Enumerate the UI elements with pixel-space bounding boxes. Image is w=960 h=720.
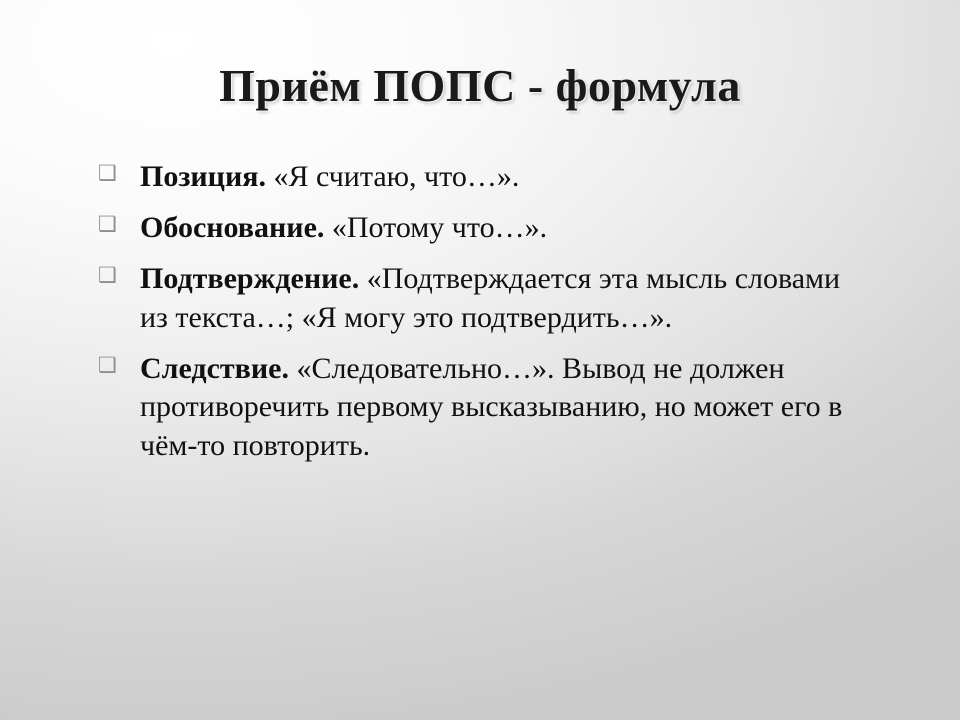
- bullet-list: [60, 158, 900, 466]
- list-item-text: «Подтверждается эта мысль словами из текста…; «Я могу это подтвердить…».: [140, 262, 841, 334]
- list-item: [84, 260, 860, 337]
- list-item-lead: Позиция.: [140, 159, 266, 193]
- list-item-text: «Я считаю, что…».: [265, 159, 520, 193]
- list-item-text: «Следовательно…». Вывод не должен противоречить первому высказыванию, но может его в чём-то повторить.: [140, 352, 843, 462]
- bullet-square-icon: ❑: [98, 211, 117, 236]
- bullet-square-icon: ❑: [98, 263, 117, 288]
- list-item-lead: Подтверждение.: [140, 262, 360, 296]
- list-item: [84, 350, 860, 465]
- page-title: Приём ПОПС - формула: [219, 60, 741, 111]
- list-item: [84, 158, 860, 196]
- bullet-square-icon: ❑: [98, 160, 117, 185]
- list-item-lead: Следствие.: [140, 352, 289, 386]
- bullet-square-icon: ❑: [98, 353, 117, 378]
- list-item: [84, 209, 860, 247]
- list-item-lead: Обоснование.: [140, 210, 325, 244]
- list-item-text: «Потому что…».: [324, 210, 548, 244]
